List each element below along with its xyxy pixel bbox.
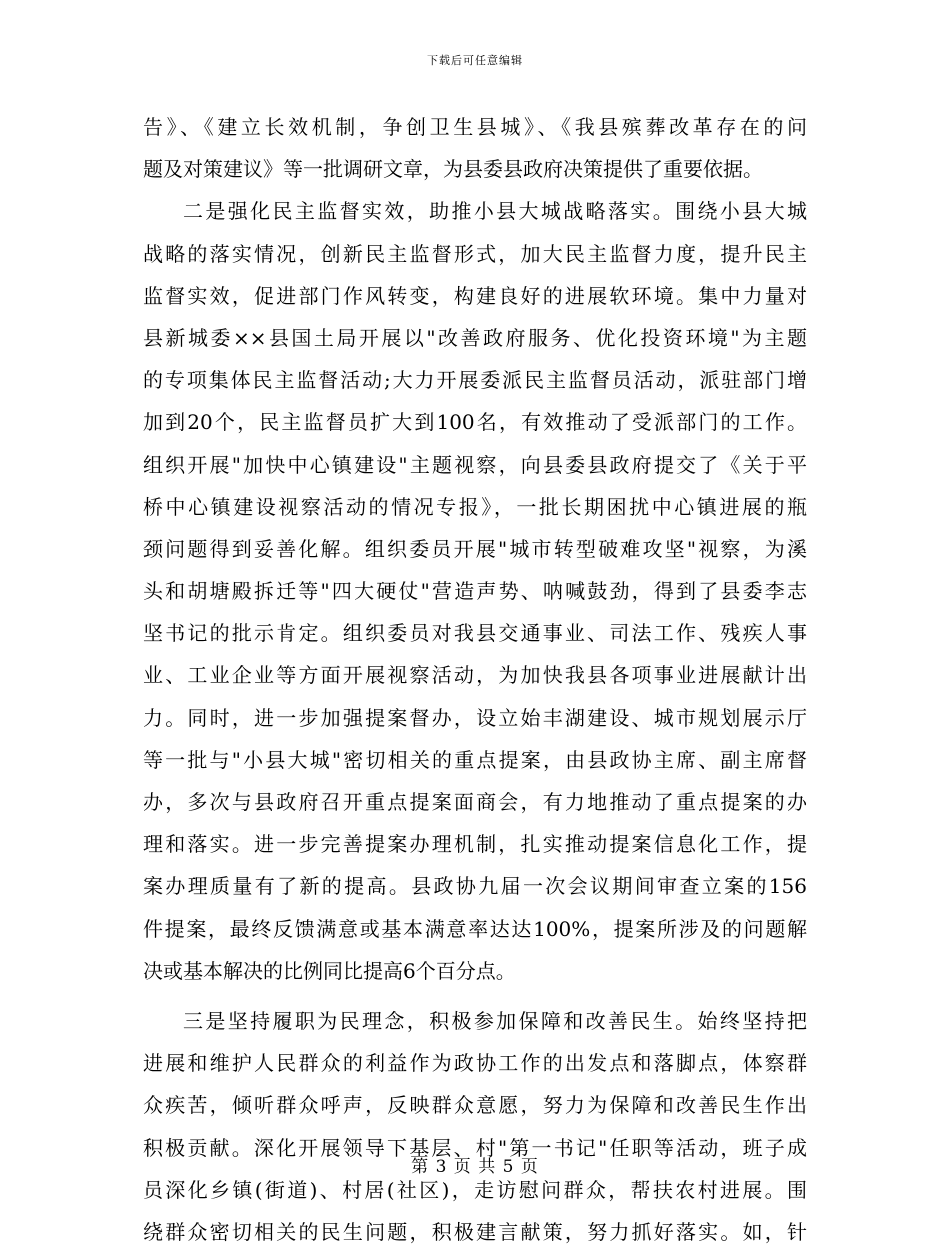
text-line: 的专项集体民主监督活动;大力开展委派民主监督员活动，派驻部门增 — [143, 368, 807, 393]
document-body — [143, 106, 807, 1253]
page-number: 第 3 页 共 5 页 — [411, 1157, 539, 1177]
text-line: 办，多次与县政府召开重点提案面商会，有力地推动了重点提案的办 — [143, 790, 807, 814]
text-line: 组织开展"加快中心镇建设"主题视察，向县委县政府提交了《关于平 — [143, 452, 807, 477]
text-line: 案办理质量有了新的提高。县政协九届一次会议期间审查立案的156 — [143, 874, 807, 899]
text-line: 力。同时，进一步加强提案督办，设立始丰湖建设、城市规划展示厅 — [143, 705, 807, 730]
text-line: 决或基本解决的比例同比提高6个百分点。 — [143, 958, 516, 983]
text-line: 桥中心镇建设视察活动的情况专报》，一批长期困扰中心镇进展的瓶 — [143, 494, 807, 519]
text-line: 进展和维护人民群众的利益作为政协工作的出发点和落脚点，体察群 — [143, 1051, 807, 1076]
text-line: 件提案，最终反馈满意或基本满意率达达100%，提案所涉及的问题解 — [143, 916, 807, 941]
text-line: 加到20个，民主监督员扩大到100名，有效推动了受派部门的工作。 — [143, 410, 807, 435]
text-line: 二是强化民主监督实效，助推小县大城战略落实。围绕小县大城 — [183, 199, 807, 224]
text-line: 坚书记的批示肯定。组织委员对我县交通事业、司法工作、残疾人事 — [143, 621, 807, 646]
text-line: 理和落实。进一步完善提案办理机制，扎实推动提案信息化工作，提 — [143, 832, 807, 857]
text-line: 战略的落实情况，创新民主监督形式，加大民主监督力度，提升民主 — [143, 241, 807, 266]
text-line: 题及对策建议》等一批调研文章，为县委县政府决策提供了重要依据。 — [143, 157, 763, 182]
text-line: 三是坚持履职为民理念，积极参加保障和改善民生。始终坚持把 — [183, 1008, 807, 1033]
text-line: 等一批与"小县大城"密切相关的重点提案，由县政协主席、副主席督 — [143, 747, 807, 772]
text-line: 告》、《建立长效机制，争创卫生县城》、《我县殡葬改革存在的问 — [143, 115, 807, 139]
text-line: 颈问题得到妥善化解。组织委员开展"城市转型破难攻坚"视察，为溪 — [143, 536, 807, 561]
text-line: 县新城委××县国土局开展以"改善政府服务、优化投资环境"为主题 — [143, 325, 807, 350]
text-line: 积极贡献。深化开展领导下基层、村"第一书记"任职等活动，班子成 — [143, 1135, 807, 1160]
text-line: 员深化乡镇(街道)、村居(社区)，走访慰问群众，帮扶农村进展。围 — [143, 1177, 807, 1202]
text-line: 头和胡塘殿拆迁等"四大硬仗"营造声势、呐喊鼓劲，得到了县委李志 — [143, 579, 807, 604]
text-line: 绕群众密切相关的民生问题，积极建言献策，努力抓好落实。如，针 — [143, 1219, 807, 1244]
text-line: 监督实效，促进部门作风转变，构建良好的进展软环境。集中力量对 — [143, 283, 807, 308]
text-line: 业、工业企业等方面开展视察活动，为加快我县各项事业进展献计出 — [143, 663, 807, 688]
text-line: 众疾苦，倾听群众呼声，反映群众意愿，努力为保障和改善民生作出 — [143, 1093, 807, 1118]
page-header-note: 下载后可任意编辑 — [427, 54, 523, 67]
